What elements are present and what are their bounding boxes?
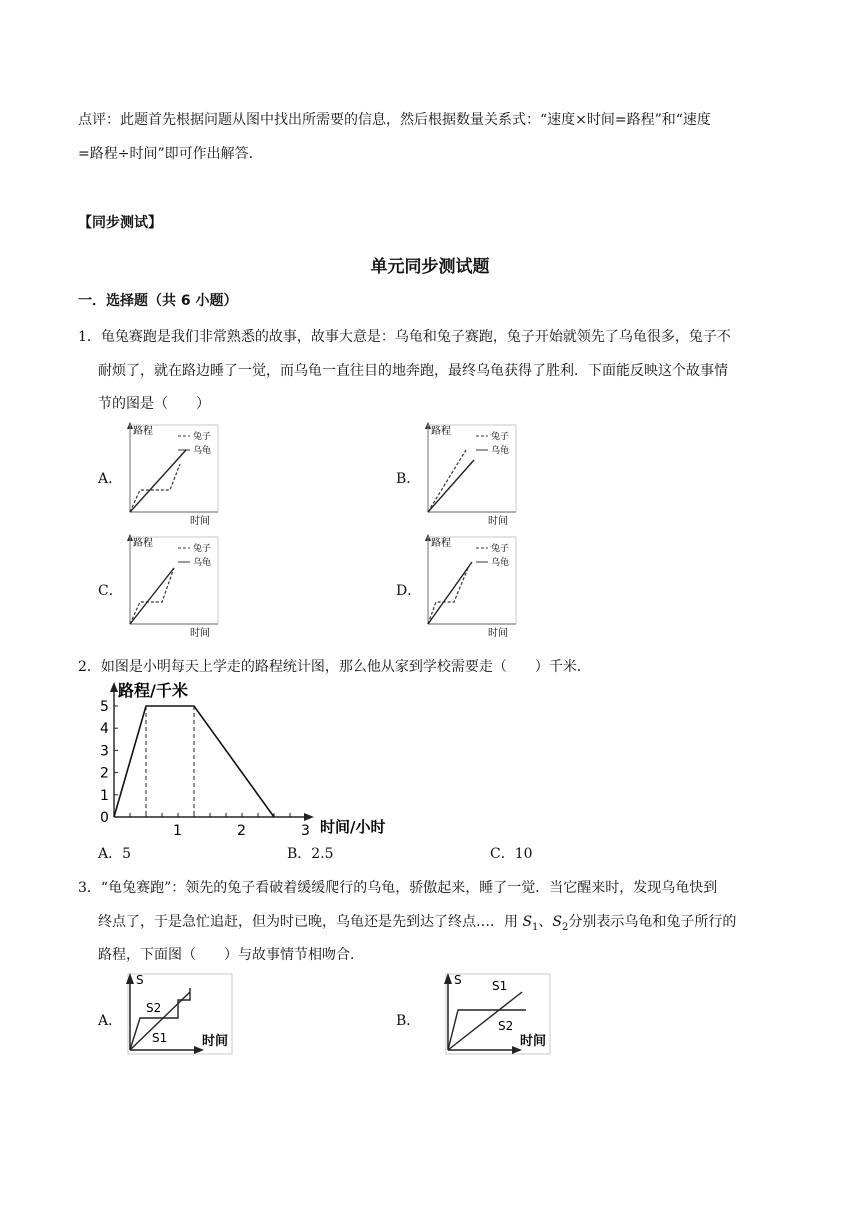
q3-a-axis-s: S	[136, 973, 144, 987]
q2-xtick-label: 2	[237, 823, 246, 839]
q1-b-legend-tortoise: 乌龟	[491, 446, 510, 456]
q1-graph-d	[416, 532, 526, 642]
q2-option-b: B．2.5	[287, 846, 334, 862]
q1-option-c-label: C．	[98, 583, 123, 599]
q2-ytick-label: 2	[100, 765, 109, 782]
q1-c-xlabel: 时间	[190, 628, 210, 639]
q1-a-ylabel: 路程	[133, 426, 153, 437]
q1-option-a-label: A．	[98, 471, 123, 487]
q1-line-1: 1．龟兔赛跑是我们非常熟悉的故事，故事大意是：乌龟和兔子赛跑，兔子开始就领先了乌龟很多，兔子不	[78, 329, 731, 345]
q2-xtick-label: 1	[173, 823, 182, 839]
q1-option-b-label: B．	[396, 471, 421, 487]
q1-c-legend-rabbit: 兔子	[193, 544, 212, 554]
q2-ytick-label: 0	[100, 810, 109, 826]
q3-b-label-s1: S1	[492, 979, 508, 993]
q3-line-2-a: 终点了，于是急忙追赶，但为时已晚，乌龟还是先到达了终点…．用	[98, 914, 523, 930]
q1-line-2: 耐烦了，就在路边睡了一觉，而乌龟一直往目的地奔跑，最终乌龟获得了胜利．下面能反映这个故事情	[98, 363, 728, 379]
q2-line-1: 2．如图是小明每天上学走的路程统计图，那么他从家到学校需要走（ ）千米．	[78, 659, 591, 675]
q2-ytick-label: 1	[100, 787, 109, 804]
q3-b-axis-time: 时间	[520, 1034, 547, 1049]
q2-option-c: C．10	[490, 846, 533, 862]
q3-s1-symbol: S	[522, 914, 533, 930]
q1-graph-a	[118, 420, 228, 530]
q3-a-axis-time: 时间	[202, 1034, 229, 1049]
q3-line-1: 3．“龟兔赛跑”：领先的兔子看破着缓缓爬行的乌龟，骄傲起来，睡了一觉．当它醒来时，发现乌龟快到	[78, 880, 718, 896]
q2-option-a: A．5	[98, 846, 132, 862]
q3-s2-symbol: S	[552, 914, 563, 930]
q3-s1-subscript: 1	[532, 921, 539, 933]
q3-b-axis-s: S	[454, 973, 462, 987]
q3-option-b-label: B．	[396, 1013, 421, 1029]
q3-line-3: 路程，下面图（ ）与故事情节相吻合．	[98, 947, 364, 963]
q1-b-xlabel: 时间	[488, 516, 508, 527]
comment-line-2: =路程÷时间”即可作出解答.	[78, 146, 254, 162]
q1-c-legend-tortoise: 乌龟	[193, 558, 212, 568]
part-heading: 一．选择题（共 6 小题）	[78, 293, 238, 309]
q2-xtick-label: 3	[301, 823, 310, 839]
q2-distance-chart	[98, 680, 398, 840]
q3-b-label-s2: S2	[498, 1019, 514, 1033]
q1-c-ylabel: 路程	[133, 538, 153, 549]
q1-d-ylabel: 路程	[431, 538, 451, 549]
comment-line-1: 点评：此题首先根据问题从图中找出所需要的信息，然后根据数量关系式：“速度×时间=路程”和“速度	[78, 112, 711, 128]
q2-chart-ylabel: 路程/千米	[118, 681, 188, 700]
q1-b-ylabel: 路程	[431, 426, 451, 437]
q2-ytick-label: 4	[100, 721, 109, 738]
q2-chart-xlabel: 时间/小时	[320, 818, 386, 836]
q3-graph-b	[436, 970, 556, 1060]
q3-a-label-s2: S2	[146, 1001, 162, 1015]
q3-separator: 、	[538, 914, 553, 930]
q1-option-d-label: D．	[396, 583, 422, 599]
q3-s2-subscript: 2	[562, 921, 569, 933]
q1-line-3: 节的图是（ ）	[98, 396, 210, 412]
q1-d-legend-tortoise: 乌龟	[491, 558, 510, 568]
q3-option-a-label: A．	[98, 1013, 123, 1029]
q1-b-legend-rabbit: 兔子	[491, 432, 510, 442]
q1-a-xlabel: 时间	[190, 516, 210, 527]
q3-line-2	[98, 912, 736, 938]
q2-y-axis-arrow	[110, 682, 118, 692]
q3-line-2-b: 分别表示乌龟和兔子所行的	[568, 914, 737, 930]
q2-x-axis-arrow	[304, 813, 314, 821]
q1-a-legend-rabbit: 兔子	[193, 432, 212, 442]
q3-graph-a	[118, 970, 238, 1060]
q1-graph-b	[416, 420, 526, 530]
q2-ytick-label: 3	[100, 743, 109, 760]
page-title: 单元同步测试题	[370, 257, 490, 277]
section-tag: 【同步测试】	[78, 215, 162, 231]
q1-d-xlabel: 时间	[488, 628, 508, 639]
q1-graph-c	[118, 532, 228, 642]
q3-a-label-s1: S1	[152, 1031, 168, 1045]
q1-d-legend-rabbit: 兔子	[491, 544, 510, 554]
q1-a-legend-tortoise: 乌龟	[193, 446, 212, 456]
q2-ytick-label: 5	[100, 699, 109, 715]
